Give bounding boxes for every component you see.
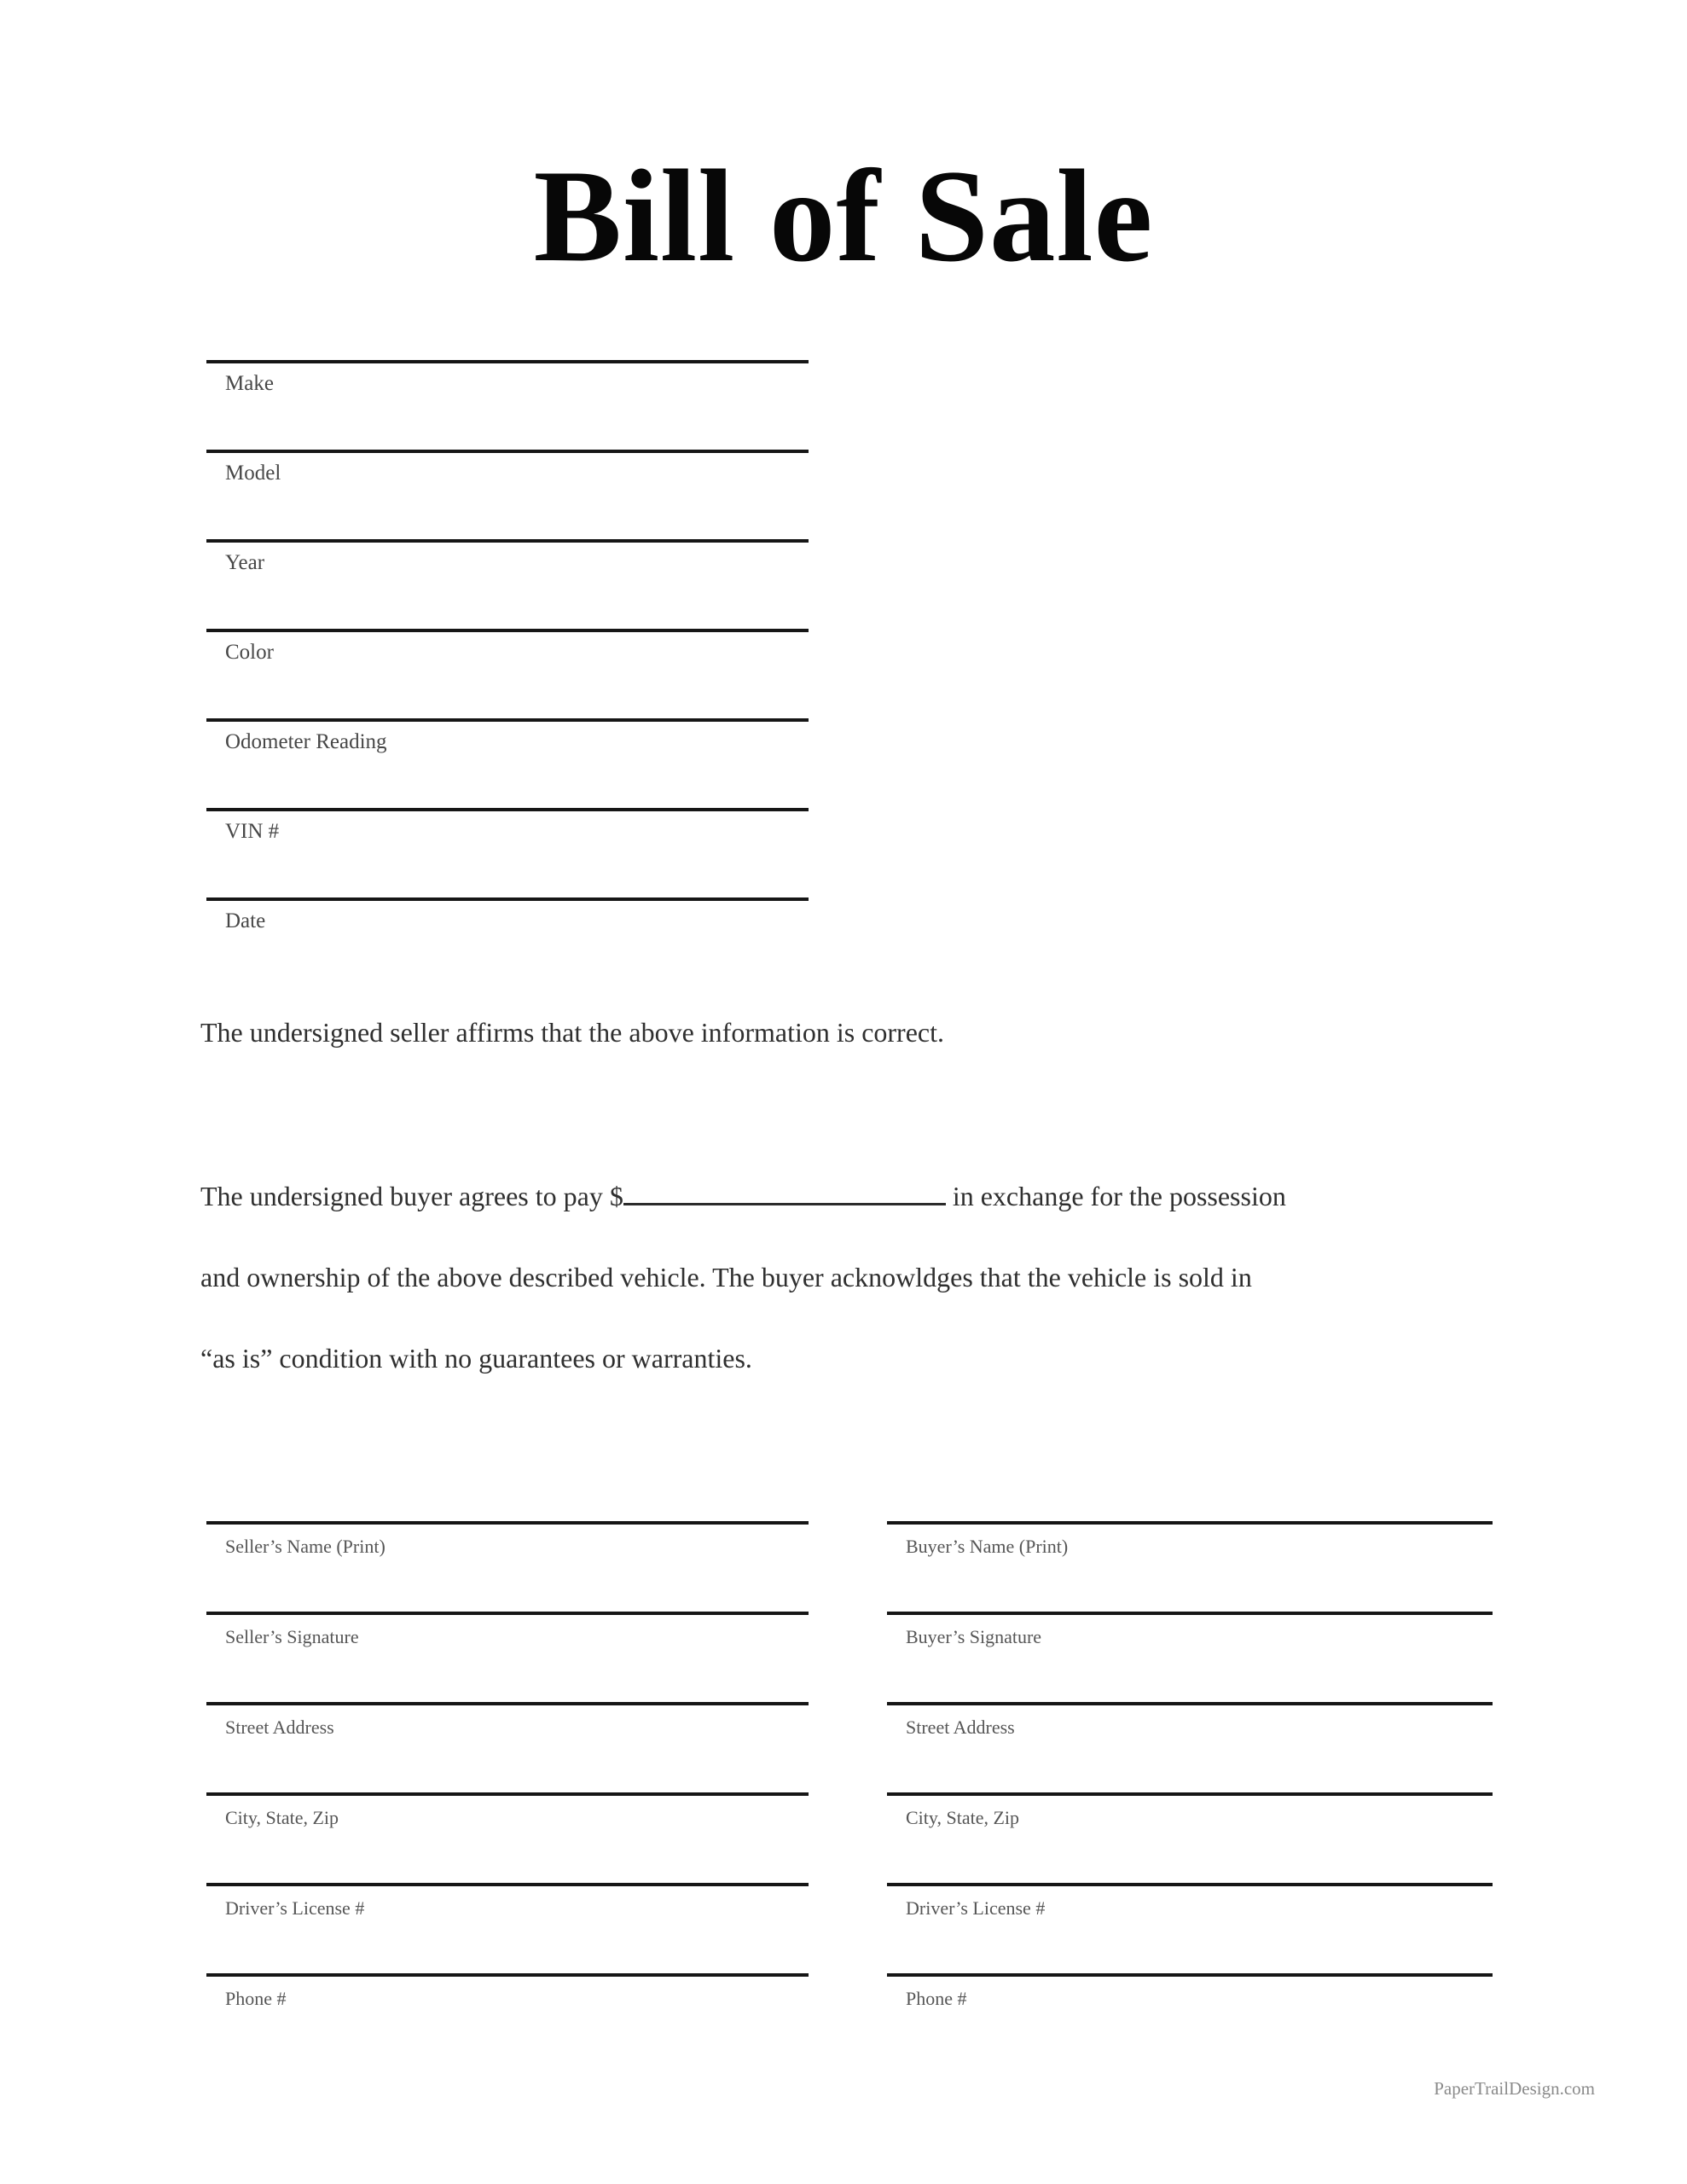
- buyer-phone-label: Phone #: [906, 1988, 967, 2009]
- field-model: [206, 450, 809, 539]
- buyer-agreement-line3: “as is” condition with no guarantees or warranties.: [200, 1343, 752, 1374]
- buyer-agreement-line1: [200, 1156, 1531, 1237]
- field-odometer-reading-label: Odometer Reading: [225, 730, 387, 753]
- buyer-phone-field: [887, 1973, 1493, 2064]
- buyer-column: [887, 1521, 1493, 2064]
- field-make-label: Make: [225, 372, 274, 395]
- footer-credit: PaperTrailDesign.com: [1434, 2078, 1595, 2099]
- seller-name-field: [206, 1521, 809, 1612]
- buyer-signature-label: Buyer’s Signature: [906, 1626, 1042, 1647]
- buyer-city-state-zip-label: City, State, Zip: [906, 1807, 1020, 1828]
- seller-signature-label: Seller’s Signature: [225, 1626, 359, 1647]
- field-date-label: Date: [225, 909, 266, 932]
- seller-affirmation-statement: The undersigned seller affirms that the above information is correct.: [200, 1017, 944, 1048]
- signature-section: [206, 1521, 1493, 2064]
- field-odometer-reading: [206, 718, 809, 808]
- seller-signature-field: [206, 1612, 809, 1702]
- seller-column: [206, 1521, 809, 2064]
- buyer-city-state-zip-field: [887, 1792, 1493, 1883]
- buyer-name-field: [887, 1521, 1493, 1612]
- field-make: [206, 360, 809, 450]
- seller-phone-field: [206, 1973, 809, 2064]
- field-date: [206, 897, 809, 987]
- field-model-label: Model: [225, 462, 281, 485]
- buyer-agreement-line1-before-blank: The undersigned buyer agrees to pay $: [200, 1181, 623, 1211]
- buyer-drivers-license-label: Driver’s License #: [906, 1897, 1046, 1919]
- buyer-signature-field: [887, 1612, 1493, 1702]
- buyer-street-address-label: Street Address: [906, 1716, 1015, 1738]
- buyer-drivers-license-field: [887, 1883, 1493, 1973]
- field-year: [206, 539, 809, 629]
- seller-drivers-license-field: [206, 1883, 809, 1973]
- buyer-agreement-statement: [200, 1156, 1531, 1399]
- seller-city-state-zip-label: City, State, Zip: [225, 1807, 339, 1828]
- field-color-label: Color: [225, 641, 274, 664]
- buyer-street-address-field: [887, 1702, 1493, 1792]
- seller-drivers-license-label: Driver’s License #: [225, 1897, 365, 1919]
- vehicle-fields-section: [206, 360, 809, 987]
- seller-street-address-field: [206, 1702, 809, 1792]
- amount-blank-line: [623, 1180, 946, 1205]
- seller-street-address-label: Street Address: [225, 1716, 334, 1738]
- buyer-agreement-line2: and ownership of the above described vehicle. The buyer acknowldges that the vehicle is sold in: [200, 1262, 1252, 1292]
- page-title: Bill of Sale: [533, 142, 1154, 289]
- seller-name-label: Seller’s Name (Print): [225, 1536, 386, 1557]
- field-vin: [206, 808, 809, 897]
- field-color: [206, 629, 809, 718]
- field-vin-label: VIN #: [225, 820, 280, 843]
- seller-city-state-zip-field: [206, 1792, 809, 1883]
- buyer-agreement-line1-after-blank: in exchange for the possession: [945, 1181, 1286, 1211]
- field-year-label: Year: [225, 551, 265, 574]
- buyer-name-label: Buyer’s Name (Print): [906, 1536, 1069, 1557]
- seller-phone-label: Phone #: [225, 1988, 287, 2009]
